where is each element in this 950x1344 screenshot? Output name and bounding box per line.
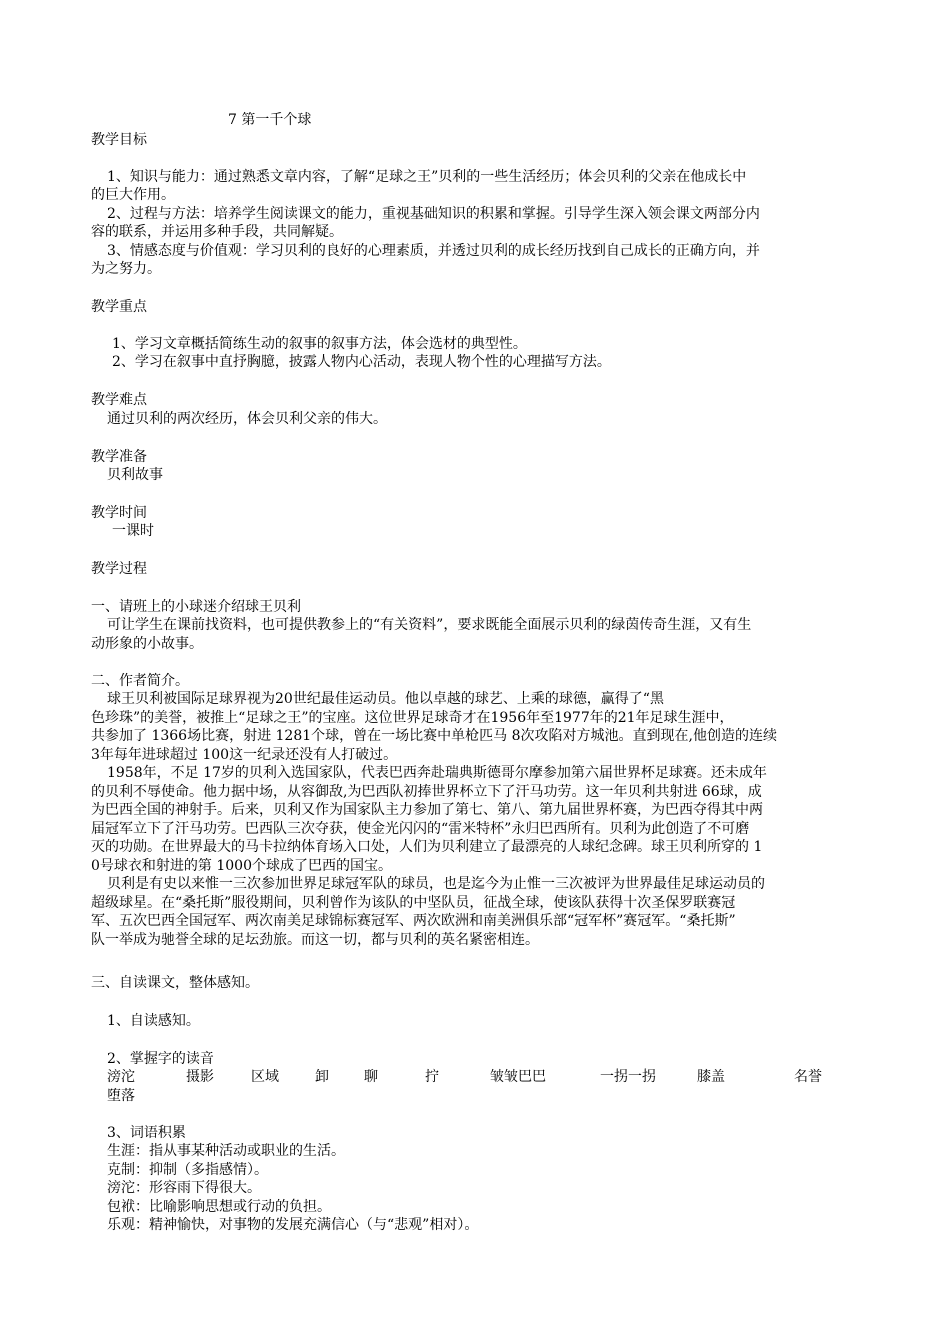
key-point-2: 2、学习在叙事中直抒胸臆，披露人物内心活动，表现人物个性的心理描写方法。 <box>112 354 611 370</box>
author-intro-line-11: 贝利是有史以来惟一三次参加世界足球冠军队的球员，也是迄今为止惟一三次被评为世界最佳足球运动员的 <box>107 876 765 892</box>
author-intro-line-14: 队一举成为驰誉全球的足坛劲旅。而这一切，都与贝利的英名紧密相连。 <box>91 932 539 948</box>
author-intro-line-13: 军、五次巴西全国冠军、两次南美足球锦标赛冠军、两次欧洲和南美洲俱乐部“冠军杯”赛冠军。“桑托斯” <box>91 913 736 929</box>
glossary-entry: 滂沱：形容雨下得很大。 <box>107 1180 261 1196</box>
vocab-word: 一拐一拐 <box>600 1069 656 1085</box>
author-intro-line-12: 超级球星。在“桑托斯”服役期间，贝利曾作为该队的中坚队员，征战全球，使该队获得十次圣保罗联赛冠 <box>91 895 736 911</box>
process-step-1-line-2: 动形象的小故事。 <box>91 636 203 652</box>
section-heading-key-points: 教学重点 <box>91 299 147 315</box>
objective-1-line-1: 1、知识与能力：通过熟悉文章内容，了解“足球之王”贝利的一些生活经历；体会贝利的父亲在他成长中 <box>107 169 747 185</box>
objective-3-line-1: 3、情感态度与价值观：学习贝利的良好的心理素质，并透过贝利的成长经历找到自己成长的正确方向，并 <box>107 243 760 259</box>
section-heading-preparation: 教学准备 <box>91 449 147 465</box>
objective-2-line-2: 容的联系，并运用多种手段，共同解疑。 <box>91 224 343 240</box>
vocab-word: 聊 <box>364 1069 378 1085</box>
process-step-2-heading: 二、作者简介。 <box>91 673 189 689</box>
glossary-entry: 克制：抑制（多指感情）。 <box>107 1162 268 1178</box>
author-intro-line-3: 共参加了 1366场比赛，射进 1281个球，曾在一场比赛中单枪匹马 8次攻陷对方城池。直到现在,他创造的连续 <box>91 728 777 744</box>
objective-1-line-2: 的巨大作用。 <box>91 187 175 203</box>
author-intro-line-10: 0号球衣和射进的第 1000个球成了巴西的国宝。 <box>91 858 392 874</box>
section-heading-time: 教学时间 <box>91 505 147 521</box>
key-point-1: 1、学习文章概括简练生动的叙事的叙事方法，体会选材的典型性。 <box>112 336 527 352</box>
process-step-1-heading: 一、请班上的小球迷介绍球王贝利 <box>91 599 301 615</box>
author-intro-line-4: 3年每年进球超过 100这一纪录还没有人打破过。 <box>91 747 398 763</box>
author-intro-line-6: 的贝利不辱使命。他力据中场，从容御敌,为巴西队初捧世界杯立下了汗马功劳。这一年贝利共射进 66球，成 <box>91 784 762 800</box>
objective-3-line-2: 为之努力。 <box>91 261 161 277</box>
vocab-word: 滂沱 <box>107 1069 135 1085</box>
vocab-word: 摄影 <box>186 1069 214 1085</box>
vocab-word: 拧 <box>425 1069 439 1085</box>
substep-pronunciation: 2、掌握字的读音 <box>107 1051 214 1067</box>
difficulty-text: 通过贝利的两次经历，体会贝利父亲的伟大。 <box>107 411 387 427</box>
vocab-word-last: 堕落 <box>107 1088 135 1104</box>
process-step-3-heading: 三、自读课文，整体感知。 <box>91 975 259 991</box>
pronunciation-word-row <box>107 1068 867 1086</box>
section-heading-objectives: 教学目标 <box>91 132 147 148</box>
section-heading-difficulties: 教学难点 <box>91 392 147 408</box>
vocab-word: 膝盖 <box>697 1069 725 1085</box>
author-intro-line-8: 届冠军立下了汗马功劳。巴西队三次夺获，使金光闪闪的“雷米特杯”永归巴西所有。贝利为此创造了不可磨 <box>91 821 750 837</box>
objective-2-line-1: 2、过程与方法：培养学生阅读课文的能力，重视基础知识的积累和掌握。引导学生深入领会课文两部分内 <box>107 206 760 222</box>
vocab-word: 卸 <box>315 1069 329 1085</box>
vocab-word: 名誉 <box>794 1069 822 1085</box>
vocab-word: 区域 <box>251 1069 279 1085</box>
substep-vocabulary: 3、词语积累 <box>107 1125 186 1141</box>
glossary-entry: 乐观：精神愉快，对事物的发展充满信心（与“悲观”相对）。 <box>107 1217 479 1233</box>
section-heading-process: 教学过程 <box>91 561 147 577</box>
vocab-word: 皱皱巴巴 <box>490 1069 546 1085</box>
author-intro-line-5: 1958年，不足 17岁的贝利入选国家队，代表巴西奔赴瑞典斯德哥尔摩参加第六届世界杯足球赛。还未成年 <box>107 765 767 781</box>
glossary-entry: 生涯：指从事某种活动或职业的生活。 <box>107 1143 345 1159</box>
author-intro-line-9: 灭的功勋。在世界最大的马卡拉纳体育场入口处，人们为贝利建立了最漂亮的人球纪念碑。球王贝利所穿的 1 <box>91 839 763 855</box>
lesson-title: 7 第一千个球 <box>228 112 312 128</box>
author-intro-line-1: 球王贝利被国际足球界视为20世纪最佳运动员。他以卓越的球艺、上乘的球德，赢得了“黑 <box>107 691 664 707</box>
process-step-1-line-1: 可让学生在课前找资料，也可提供教参上的“有关资料”，要求既能全面展示贝利的绿茵传奇生涯，又有生 <box>107 617 752 633</box>
time-text: 一课时 <box>112 523 154 539</box>
author-intro-line-2: 色珍珠”的美誉，被推上“足球之王”的宝座。这位世界足球奇才在1956年至1977年的21年足球生涯中， <box>91 710 734 726</box>
author-intro-line-7: 为巴西全国的神射手。后来，贝利又作为国家队主力参加了第七、第八、第九届世界杯赛，为巴西夺得其中两 <box>91 802 763 818</box>
preparation-text: 贝利故事 <box>107 467 163 483</box>
glossary-entry: 包袱：比喻影响思想或行动的负担。 <box>107 1199 331 1215</box>
substep-self-reading: 1、自读感知。 <box>107 1013 200 1029</box>
